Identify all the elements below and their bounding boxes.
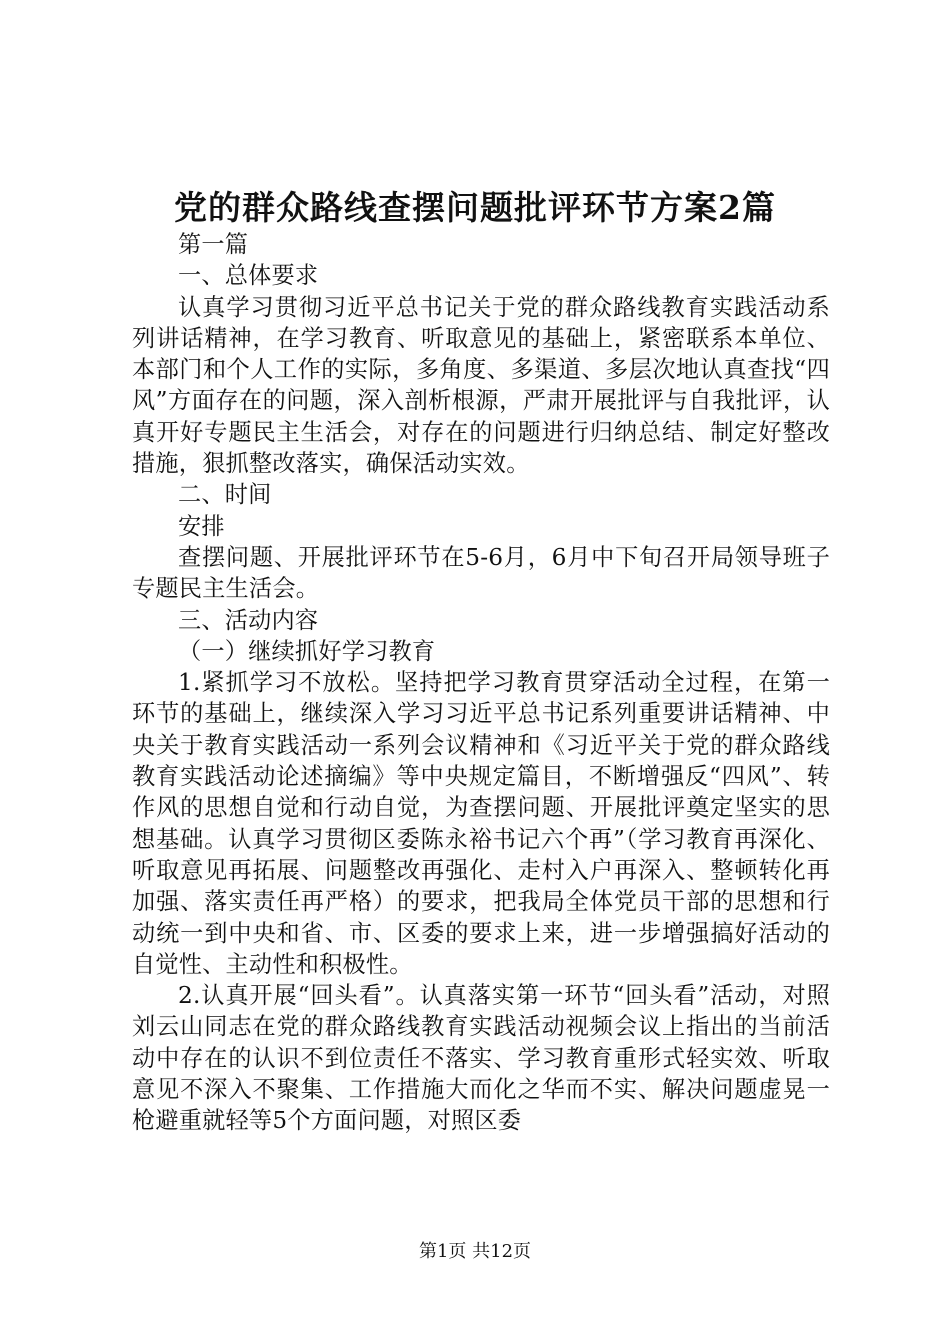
page-footer: 第1页 共12页 bbox=[418, 1241, 532, 1262]
section-heading-activity-content: 三、活动内容 bbox=[178, 606, 319, 634]
paragraph-item-2: 2.认真开展“回头看”。认真落实第一环节“回头看”活动，对照刘云山同志在党的群众路线教育实践活动视频会议上指出的当前活动中存在的认识不到位责任不落实、学习教育重形式轻实效、听取意见不深入不聚集、工作措施大而化之华而不实、解决问题虚晃一枪避重就轻等5个方面问题，对照区委 bbox=[132, 982, 830, 1135]
section-heading-general-requirements: 一、总体要求 bbox=[178, 262, 319, 290]
section-heading-time: 二、时间 bbox=[178, 481, 272, 509]
section-heading-part-one: 第一篇 bbox=[178, 231, 249, 258]
paragraph-general-requirements: 认真学习贯彻习近平总书记关于党的群众路线教育实践活动系列讲话精神，在学习教育、听取意见的基础上，紧密联系本单位、本部门和个人工作的实际，多角度、多渠道、多层次地认真查找“四风”方面存在的问题，深入剖析根源，严肃开展批评与自我批评，认真开好专题民主生活会，对存在的问题进行归纳总结、制定好整改措施，狠抓整改落实，确保活动实效。 bbox=[132, 293, 830, 478]
subsection-heading-study-education: （一）继续抓好学习教育 bbox=[178, 637, 436, 665]
document-body bbox=[132, 229, 830, 1137]
document-title: 党的群众路线查摆问题批评环节方案2篇 bbox=[174, 188, 776, 227]
paragraph-schedule: 查摆问题、开展批评环节在5-6月，6月中下旬召开局领导班子专题民主生活会。 bbox=[132, 543, 830, 603]
section-heading-arrangement: 安排 bbox=[178, 512, 225, 540]
paragraph-item-1: 1.紧抓学习不放松。坚持把学习教育贯穿活动全过程，在第一环节的基础上，继续深入学习习近平总书记系列重要讲话精神、中央关于教育实践活动一系列会议精神和《习近平关于党的群众路线教育实践活动论述摘编》等中央规定篇目，不断增强反“四风”、转作风的思想自觉和行动自觉，为查摆问题、开展批评奠定坚实的思想基础。认真学习贯彻区委陈永裕书记六个再”（学习教育再深化、听取意见再拓展、问题整改再强化、走村入户再深入、整顿转化再加强、落实责任再严格）的要求，把我局全体党员干部的思想和行动统一到中央和省、市、区委的要求上来，进一步增强搞好活动的自觉性、主动性和积极性。 bbox=[132, 669, 830, 978]
